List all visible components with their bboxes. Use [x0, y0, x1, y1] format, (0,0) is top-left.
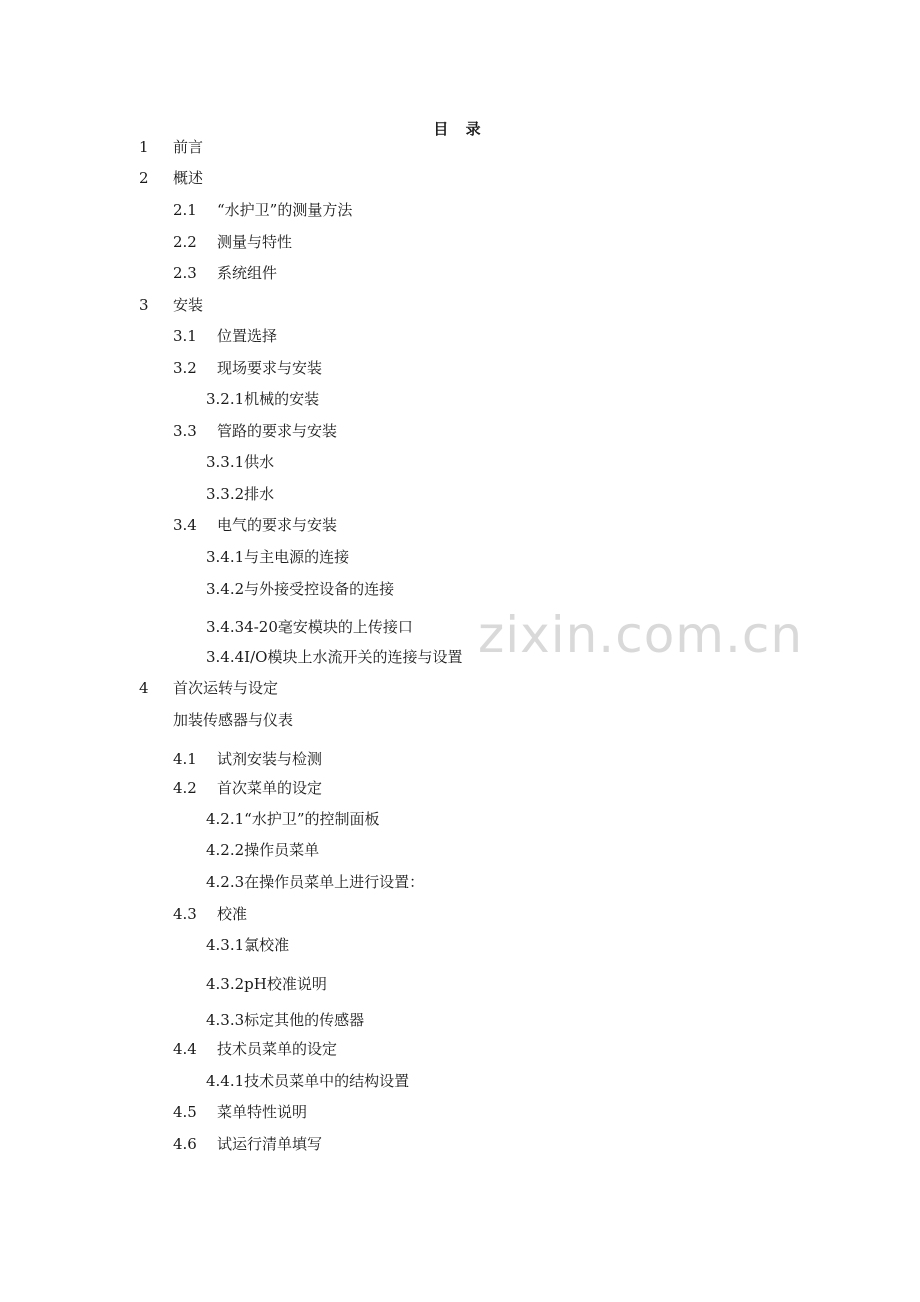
- toc-entry-text: 位置选择: [217, 327, 278, 345]
- toc-entry: [206, 1070, 409, 1092]
- toc-entry-number: 1: [139, 138, 149, 156]
- toc-entry-number: 3.4.3: [206, 618, 245, 636]
- toc-entry: [206, 808, 380, 830]
- toc-entry: [173, 903, 247, 925]
- toc-entry-number: 2.3: [173, 264, 197, 282]
- toc-entry: [206, 646, 462, 668]
- toc-entry-text: 排水: [244, 485, 275, 503]
- toc-entry-number: 3.2: [173, 359, 197, 377]
- toc-entry-text: 试剂安装与检测: [217, 750, 323, 768]
- toc-entry-number: 4.3.3: [206, 1011, 245, 1029]
- toc-entry: [206, 1009, 364, 1031]
- toc-entry-text: 校准: [217, 905, 248, 923]
- toc-entry: [206, 871, 424, 893]
- toc-entry-number: 4.2.2: [206, 841, 245, 859]
- toc-entry: [173, 1133, 322, 1155]
- toc-entry-text: 管路的要求与安装: [217, 422, 338, 440]
- toc-entry: [206, 451, 274, 473]
- toc-entry-number: 3.3.1: [206, 453, 245, 471]
- toc-entry: [206, 388, 319, 410]
- toc-entry-text: 与外接受控设备的连接: [244, 580, 395, 598]
- toc-entry: [139, 136, 203, 158]
- toc-entry-text: 技术员菜单的设定: [217, 1040, 338, 1058]
- toc-entry: [206, 934, 289, 956]
- toc-entry: [206, 616, 413, 638]
- page-title: 目 录: [433, 120, 487, 138]
- toc-entry-text: 与主电源的连接: [244, 548, 350, 566]
- toc-entry: [173, 262, 277, 284]
- toc-entry-number: 4.2: [173, 779, 197, 797]
- toc-entry-text: 4-20毫安模块的上传接口: [244, 618, 413, 636]
- toc-entry-number: 4.4.1: [206, 1072, 245, 1090]
- toc-entry-number: 4.3.1: [206, 936, 245, 954]
- toc-entry: [206, 483, 274, 505]
- toc-entry-text: “水护卫”的控制面板: [244, 810, 380, 828]
- toc-entry: [173, 420, 337, 442]
- toc-entry-text: 首次菜单的设定: [217, 779, 323, 797]
- toc-entry-text: 安装: [173, 296, 204, 314]
- toc-entry-number: 3.1: [173, 327, 197, 345]
- toc-entry-text: I/O模块上水流开关的连接与设置: [244, 648, 463, 666]
- toc-entry: [173, 777, 322, 799]
- toc-entry-text: 概述: [173, 169, 204, 187]
- toc-entry-number: 4.3.2: [206, 975, 245, 993]
- toc-entry-text: 现场要求与安装: [217, 359, 323, 377]
- toc-entry-number: 3.4.1: [206, 548, 245, 566]
- toc-entry-number: 3.4.4: [206, 648, 245, 666]
- toc-entry-text: 在操作员菜单上进行设置：: [244, 873, 425, 891]
- toc-entry-number: 2: [139, 169, 149, 187]
- toc-entry-number: 3: [139, 296, 149, 314]
- toc-entry-number: 2.2: [173, 233, 197, 251]
- toc-entry-text: 氯校准: [244, 936, 290, 954]
- toc-entry-number: 4.4: [173, 1040, 197, 1058]
- toc-entry-number: 3.3.2: [206, 485, 245, 503]
- toc-entry: [173, 709, 293, 731]
- toc-entry-text: 技术员菜单中的结构设置: [244, 1072, 410, 1090]
- toc-entry-text: 供水: [244, 453, 275, 471]
- toc-entry: [206, 546, 349, 568]
- toc-entry-text: 菜单特性说明: [217, 1103, 308, 1121]
- toc-entry-text: 标定其他的传感器: [244, 1011, 365, 1029]
- toc-entry: [139, 167, 203, 189]
- toc-entry-number: 4.3: [173, 905, 197, 923]
- toc-entry: [173, 1038, 337, 1060]
- toc-entry-number: 3.3: [173, 422, 197, 440]
- toc-entry: [173, 357, 322, 379]
- toc-entry-number: 4.6: [173, 1135, 197, 1153]
- toc-entry-text: “水护卫”的测量方法: [217, 201, 353, 219]
- toc-entry: [173, 325, 277, 347]
- toc-entry-number: 3.2.1: [206, 390, 245, 408]
- toc-entry-text: 前言: [173, 138, 204, 156]
- toc-entry: [139, 677, 278, 699]
- toc-entry-number: 4.5: [173, 1103, 197, 1121]
- toc-entry-number: 4.2.1: [206, 810, 245, 828]
- toc-entry-text: 电气的要求与安装: [217, 516, 338, 534]
- toc-entry: [206, 839, 319, 861]
- toc-entry-number: 4: [139, 679, 149, 697]
- toc-entry-text: 首次运转与设定: [173, 679, 279, 697]
- watermark: zixin.com.cn: [478, 606, 804, 664]
- toc-entry: [173, 514, 337, 536]
- toc-entry-text: 加装传感器与仪表: [173, 711, 294, 729]
- toc-entry-text: 试运行清单填写: [217, 1135, 323, 1153]
- toc-entry-number: 4.2.3: [206, 873, 245, 891]
- toc-entry: [139, 294, 203, 316]
- toc-entry-number: 3.4.2: [206, 580, 245, 598]
- toc-entry: [173, 748, 322, 770]
- toc-entry: [173, 199, 352, 221]
- toc-entry: [206, 578, 394, 600]
- toc-entry-text: pH校准说明: [244, 975, 327, 993]
- toc-entry-number: 3.4: [173, 516, 197, 534]
- toc-entry-text: 测量与特性: [217, 233, 293, 251]
- toc-entry-number: 2.1: [173, 201, 197, 219]
- toc-entry-number: 4.1: [173, 750, 197, 768]
- toc-entry: [173, 231, 292, 253]
- toc-entry: [206, 973, 327, 995]
- toc-entry-text: 机械的安装: [244, 390, 320, 408]
- toc-entry-text: 系统组件: [217, 264, 278, 282]
- toc-entry: [173, 1101, 307, 1123]
- toc-entry-text: 操作员菜单: [244, 841, 320, 859]
